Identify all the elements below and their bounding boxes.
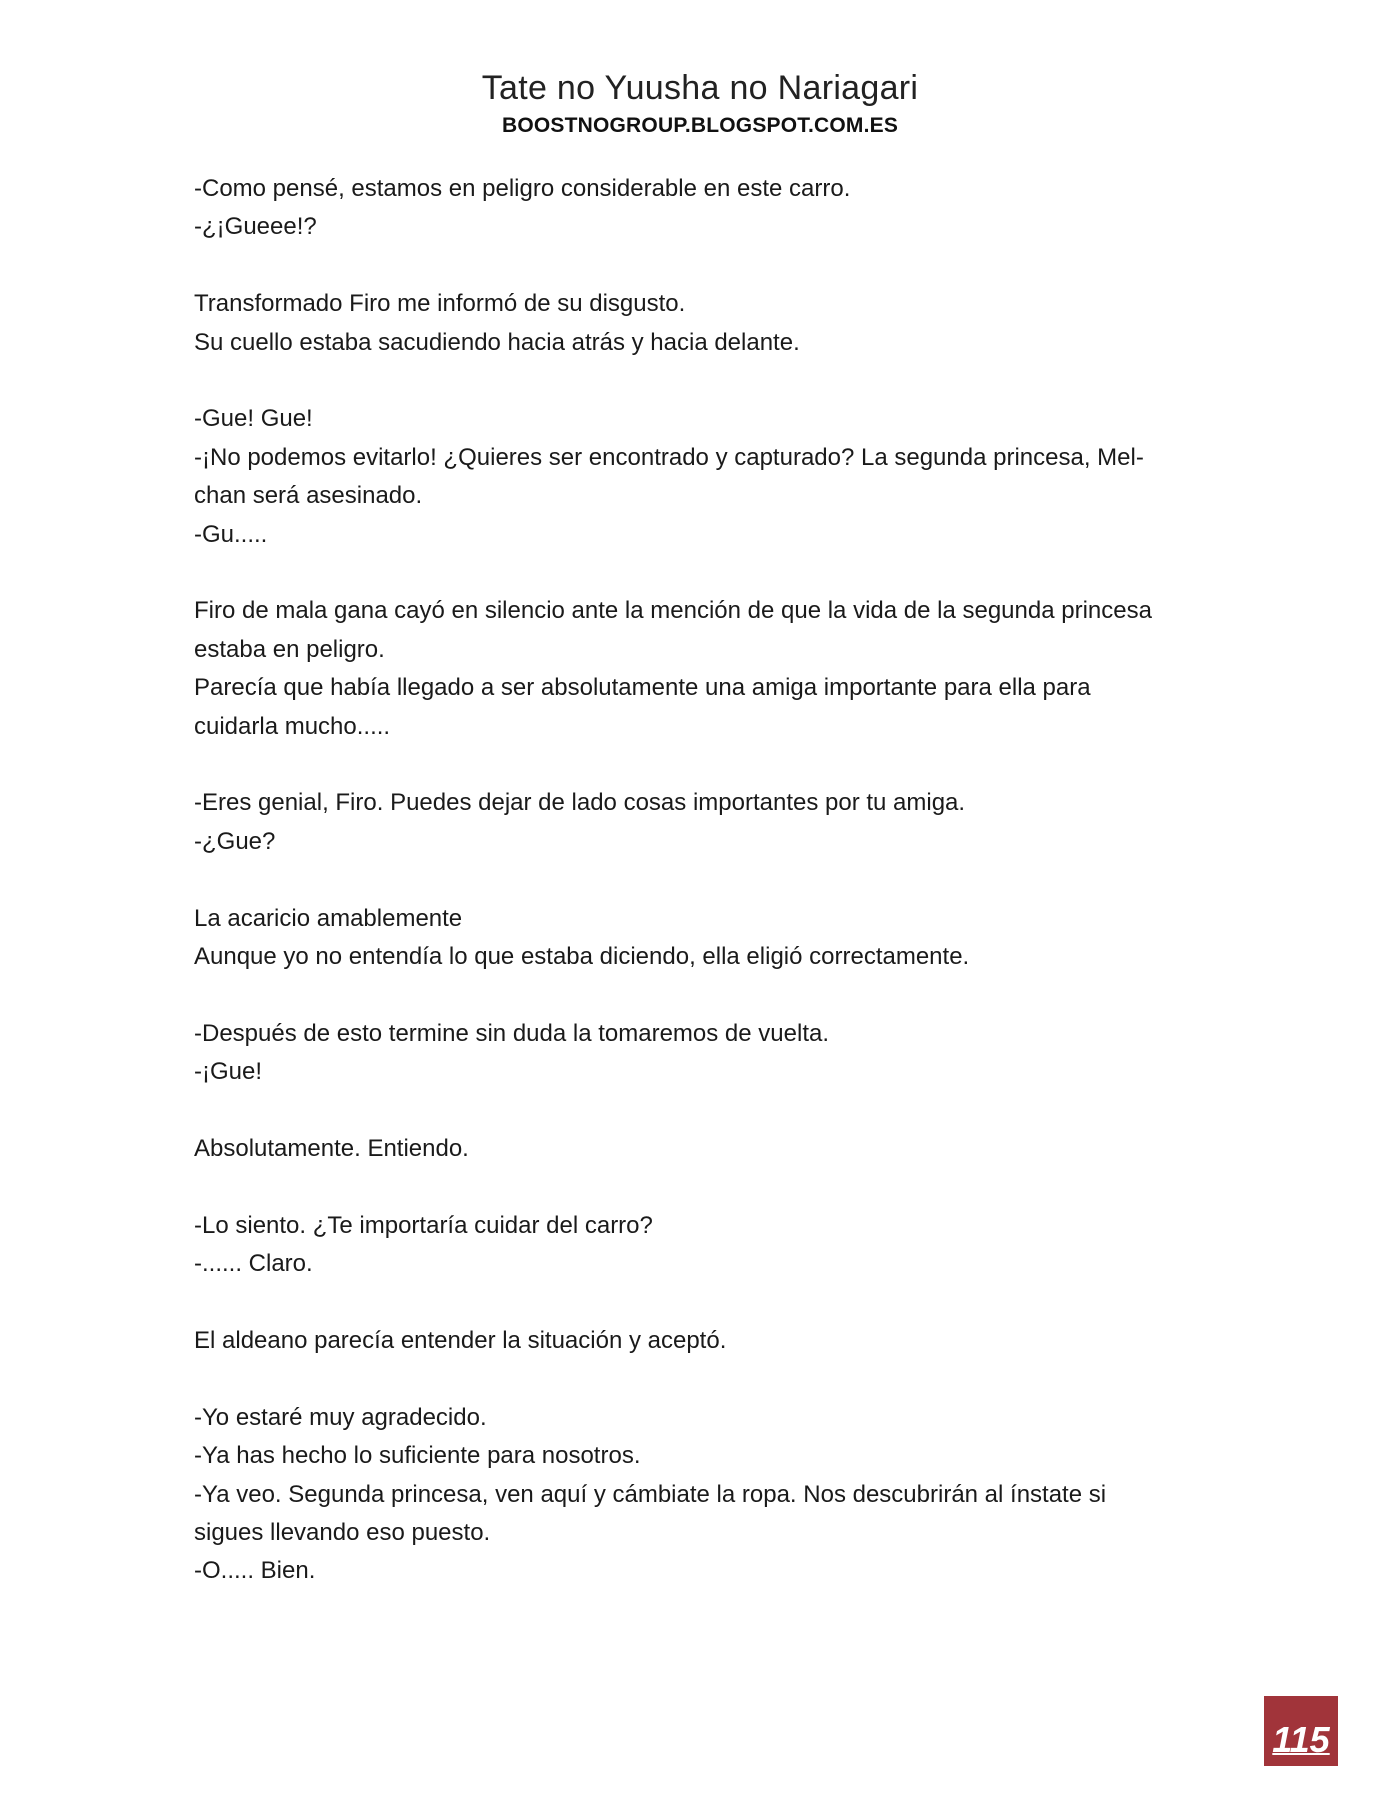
- text-line: -Como pensé, estamos en peligro considerable en este carro.: [194, 175, 851, 202]
- blank-line: [194, 746, 1194, 784]
- text-line: -...... Claro.: [194, 1250, 313, 1278]
- text-line: Parecía que había llegado a ser absolutamente una amiga importante para ella para: [194, 674, 1091, 702]
- text-line: -Después de esto termine sin duda la tomaremos de vuelta.: [194, 1019, 830, 1047]
- text-line: -Gu.....: [194, 520, 268, 548]
- text-line: Su cuello estaba sacudiendo hacia atrás y hacia delante.: [194, 328, 800, 356]
- page-number: 115: [1272, 1719, 1330, 1760]
- text-line: -O..... Bien.: [194, 1557, 316, 1585]
- blog-url: BOOSTNOGROUP.BLOGSPOT.COM.ES: [501, 114, 899, 137]
- text-line: estaba en peligro.: [194, 635, 385, 663]
- blank-line: [194, 1092, 1194, 1130]
- text-line: Absolutamente. Entiendo.: [194, 1135, 469, 1163]
- blank-line: [194, 247, 1194, 285]
- blank-line: [194, 1284, 1194, 1322]
- document-title: Tate no Yuusha no Nariagari: [481, 69, 919, 107]
- page-number-badge: [1264, 1696, 1338, 1766]
- text-line: sigues llevando eso puesto.: [194, 1519, 491, 1547]
- text-line: -¿¡Gueee!?: [194, 213, 317, 241]
- text-line: -Lo siento. ¿Te importaría cuidar del carro?: [194, 1211, 653, 1239]
- blank-line: [194, 362, 1194, 400]
- blank-line: [194, 554, 1194, 592]
- text-line: Aunque yo no entendía lo que estaba diciendo, ella eligió correctamente.: [194, 943, 970, 971]
- text-line: cuidarla mucho.....: [194, 712, 391, 740]
- text-line: -Ya veo. Segunda princesa, ven aquí y cámbiate la ropa. Nos descubrirán al ínstate si: [194, 1480, 1107, 1508]
- text-line: -Gue! Gue!: [194, 405, 313, 433]
- body-text: [194, 170, 1194, 1591]
- text-line: -Ya has hecho lo suficiente para nosotros.: [194, 1442, 641, 1470]
- text-line: Firo de mala gana cayó en silencio ante la mención de que la vida de la segunda princesa: [194, 597, 1152, 625]
- blank-line: [194, 861, 1194, 899]
- blank-line: [194, 1168, 1194, 1206]
- text-line: -Eres genial, Firo. Puedes dejar de lado cosas importantes por tu amiga.: [194, 789, 966, 817]
- text-line: -¡No podemos evitarlo! ¿Quieres ser encontrado y capturado? La segunda princesa, Mel-: [194, 443, 1144, 471]
- text-line: El aldeano parecía entender la situación y aceptó.: [194, 1327, 727, 1355]
- text-line: -¿Gue?: [194, 827, 276, 855]
- blank-line: [194, 976, 1194, 1014]
- text-line: -Yo estaré muy agradecido.: [194, 1403, 487, 1431]
- text-line: Transformado Firo me informó de su disgusto.: [194, 290, 686, 318]
- page-header: [0, 66, 1400, 140]
- blank-line: [194, 1360, 1194, 1398]
- text-line: chan será asesinado.: [194, 482, 423, 510]
- text-line: -¡Gue!: [194, 1058, 263, 1086]
- text-line: La acaricio amablemente: [194, 904, 463, 932]
